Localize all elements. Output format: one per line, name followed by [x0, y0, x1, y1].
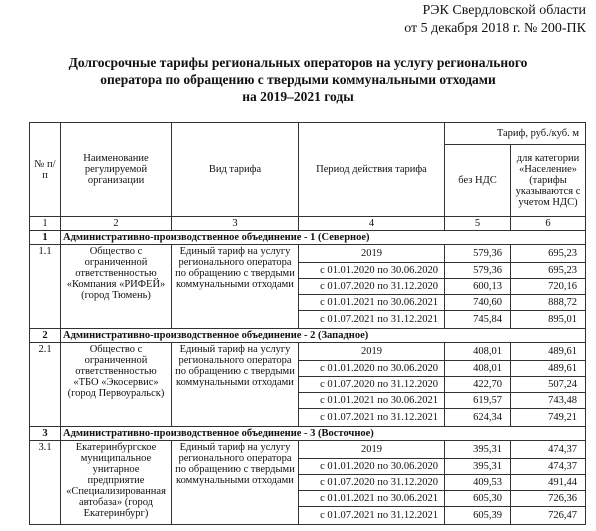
col-number: 1 — [30, 217, 61, 231]
tariff-period: с 01.01.2020 по 30.06.2020 — [299, 361, 445, 377]
tariff-period: с 01.07.2020 по 31.12.2020 — [299, 279, 445, 295]
organization-name: Общество с ограниченной ответственностью «ТБО «Экосервис» (город Первоуральск) — [61, 343, 172, 427]
tariff-population: 895,01 — [511, 311, 586, 329]
tariff-population: 888,72 — [511, 295, 586, 311]
col-number: 5 — [445, 217, 511, 231]
tariff-population: 726,47 — [511, 507, 586, 525]
tariff-no-vat: 395,31 — [445, 441, 511, 459]
section-header-row — [30, 427, 586, 441]
tariff-no-vat: 408,01 — [445, 343, 511, 361]
section-header-row — [30, 329, 586, 343]
tariff-period: 2019 — [299, 441, 445, 459]
tariff-population: 474,37 — [511, 459, 586, 475]
tariff-period: с 01.07.2021 по 31.12.2021 — [299, 507, 445, 525]
tariff-population: 695,23 — [511, 245, 586, 263]
col-number: 2 — [61, 217, 172, 231]
tariff-type: Единый тариф на услугу регионального оператора по обращению с твердыми коммунальными отходами — [172, 441, 299, 525]
tariff-no-vat: 619,57 — [445, 393, 511, 409]
tariff-period: с 01.07.2021 по 31.12.2021 — [299, 409, 445, 427]
tariff-type: Единый тариф на услугу регионального оператора по обращению с твердыми коммунальными отходами — [172, 245, 299, 329]
tariff-no-vat: 579,36 — [445, 245, 511, 263]
tariff-no-vat: 422,70 — [445, 377, 511, 393]
tariff-period: с 01.01.2021 по 30.06.2021 — [299, 491, 445, 507]
header-authority: РЭК Свердловской области — [422, 3, 586, 18]
section-number: 2 — [30, 329, 61, 343]
section-title: Административно-производственное объединение - 3 (Восточное) — [61, 427, 586, 441]
tariff-population: 474,37 — [511, 441, 586, 459]
header-num: № п/п — [30, 123, 61, 217]
tariff-type: Единый тариф на услугу регионального оператора по обращению с твердыми коммунальными отходами — [172, 343, 299, 427]
tariff-table-body — [30, 123, 586, 525]
organization-name: Екатеринбургское муниципальное унитарное предприятие «Специализированная автобаза» (город Екатеринбург) — [61, 441, 172, 525]
tariff-no-vat: 409,53 — [445, 475, 511, 491]
tariff-no-vat: 600,13 — [445, 279, 511, 295]
tariff-no-vat: 624,34 — [445, 409, 511, 427]
doc-title-line-2: оператора по обращению с твердыми коммунальными отходами — [100, 72, 496, 87]
header-population: для категории «Население» (тарифы указываются с учетом НДС) — [511, 145, 586, 217]
header-org: Наименование регулируемой организации — [61, 123, 172, 217]
tariff-period: с 01.01.2020 по 30.06.2020 — [299, 459, 445, 475]
tariff-period: с 01.01.2021 по 30.06.2021 — [299, 393, 445, 409]
tariff-period: с 01.07.2021 по 31.12.2021 — [299, 311, 445, 329]
tariff-population: 695,23 — [511, 263, 586, 279]
tariff-population: 489,61 — [511, 343, 586, 361]
tariff-no-vat: 408,01 — [445, 361, 511, 377]
section-number: 1 — [30, 231, 61, 245]
tariff-no-vat: 395,31 — [445, 459, 511, 475]
tariff-no-vat: 605,39 — [445, 507, 511, 525]
tariff-population: 507,24 — [511, 377, 586, 393]
tariff-no-vat: 740,60 — [445, 295, 511, 311]
tariff-period: с 01.07.2020 по 31.12.2020 — [299, 475, 445, 491]
header-period: Период действия тарифа — [299, 123, 445, 217]
table-row — [30, 441, 586, 459]
tariff-no-vat: 579,36 — [445, 263, 511, 279]
section-title: Административно-производственное объединение - 1 (Северное) — [61, 231, 586, 245]
tariff-no-vat: 745,84 — [445, 311, 511, 329]
tariff-population: 749,21 — [511, 409, 586, 427]
table-row — [30, 245, 586, 263]
section-header-row — [30, 231, 586, 245]
tariff-period: с 01.01.2020 по 30.06.2020 — [299, 263, 445, 279]
col-number: 3 — [172, 217, 299, 231]
doc-title-line-1: Долгосрочные тарифы региональных операторов на услугу регионального — [68, 55, 528, 70]
organization-name: Общество с ограниченной ответственностью «Компания «РИФЕЙ» (город Тюмень) — [61, 245, 172, 329]
doc-title-line-3: на 2019–2021 годы — [242, 89, 354, 104]
header-decree: от 5 декабря 2018 г. № 200-ПК — [404, 21, 586, 36]
header-no-vat: без НДС — [445, 145, 511, 217]
tariff-period: 2019 — [299, 343, 445, 361]
col-number: 6 — [511, 217, 586, 231]
row-number: 2.1 — [30, 343, 61, 427]
tariff-population: 720,16 — [511, 279, 586, 295]
tariff-population: 726,36 — [511, 491, 586, 507]
row-number: 1.1 — [30, 245, 61, 329]
row-number: 3.1 — [30, 441, 61, 525]
tariff-population: 743,48 — [511, 393, 586, 409]
tariff-table — [29, 122, 586, 525]
header-tariff-group: Тариф, руб./куб. м — [445, 123, 586, 145]
column-number-row — [30, 217, 586, 231]
tariff-population: 491,44 — [511, 475, 586, 491]
section-title: Административно-производственное объединение - 2 (Западное) — [61, 329, 586, 343]
tariff-no-vat: 605,30 — [445, 491, 511, 507]
tariff-period: с 01.07.2020 по 31.12.2020 — [299, 377, 445, 393]
table-row — [30, 343, 586, 361]
tariff-population: 489,61 — [511, 361, 586, 377]
tariff-period: 2019 — [299, 245, 445, 263]
section-number: 3 — [30, 427, 61, 441]
header-type: Вид тарифа — [172, 123, 299, 217]
col-number: 4 — [299, 217, 445, 231]
tariff-period: с 01.01.2021 по 30.06.2021 — [299, 295, 445, 311]
